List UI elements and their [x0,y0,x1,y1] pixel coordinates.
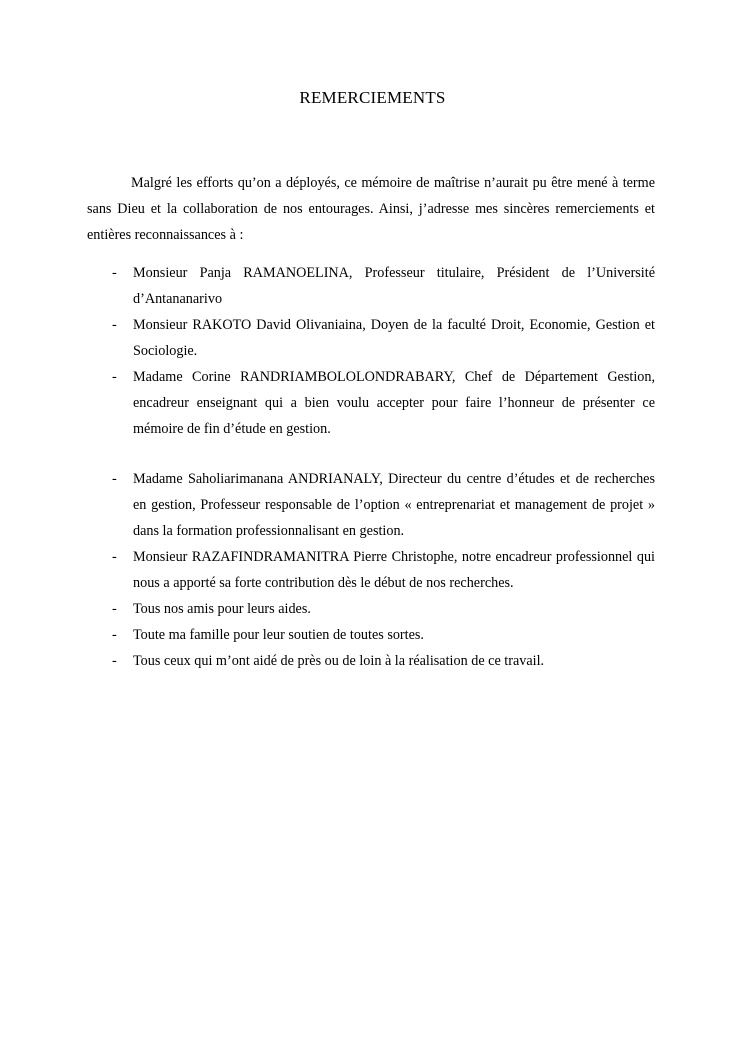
list-item-text: Tous ceux qui m’ont aidé de près ou de loin à la réalisation de ce travail. [133,653,545,669]
list-item-text: Monsieur Panja RAMANOELINA, Professeur titulaire, Président de l’Université d’Antananarivo [133,265,655,307]
bullet-dash: - [112,317,117,333]
list-item [87,622,655,648]
list-item [87,596,655,622]
intro-paragraph: Malgré les efforts qu’on a déployés, ce mémoire de maîtrise n’aurait pu être mené à terme sans Dieu et la collaboration de nos entourages. Ainsi, j’adresse mes sincères remerciements et entières reconnaissances à : [87,175,655,243]
bullet-dash: - [112,627,117,643]
bullet-dash: - [112,265,117,281]
list-item [87,312,655,364]
list-item-text: Madame Corine RANDRIAMBOLOLONDRABARY, Chef de Département Gestion, encadreur enseignant qui a bien voulu accepter pour faire l’honneur de présenter ce mémoire de fin d’étude en gestion. [133,369,655,437]
list-item-text: Madame Saholiarimanana ANDRIANALY, Directeur du centre d’études et de recherches en gestion, Professeur responsable de l’option « entreprenariat et management de projet » dans la formation professionnalisant en gestion. [133,471,655,539]
list-item [87,364,655,442]
bullet-dash: - [112,601,117,617]
bullet-dash: - [112,369,117,385]
list-item-text: Toute ma famille pour leur soutien de toutes sortes. [133,627,424,643]
list-item [87,544,655,596]
acknowledgement-list-first [87,260,655,442]
list-item [87,260,655,312]
list-item-text: Monsieur RAZAFINDRAMANITRA Pierre Christophe, notre encadreur professionnel qui nous a apporté sa forte contribution dès le début de nos recherches. [133,549,655,591]
bullet-dash: - [112,549,117,565]
list-item [87,648,655,674]
list-item-text: Tous nos amis pour leurs aides. [133,601,311,617]
bullet-dash: - [112,471,117,487]
list-item-text: Monsieur RAKOTO David Olivaniaina, Doyen de la faculté Droit, Economie, Gestion et Sociologie. [133,317,655,359]
list-item [87,466,655,544]
page-title: REMERCIEMENTS [299,88,446,107]
bullet-dash: - [112,653,117,669]
acknowledgement-list-second [87,466,655,674]
